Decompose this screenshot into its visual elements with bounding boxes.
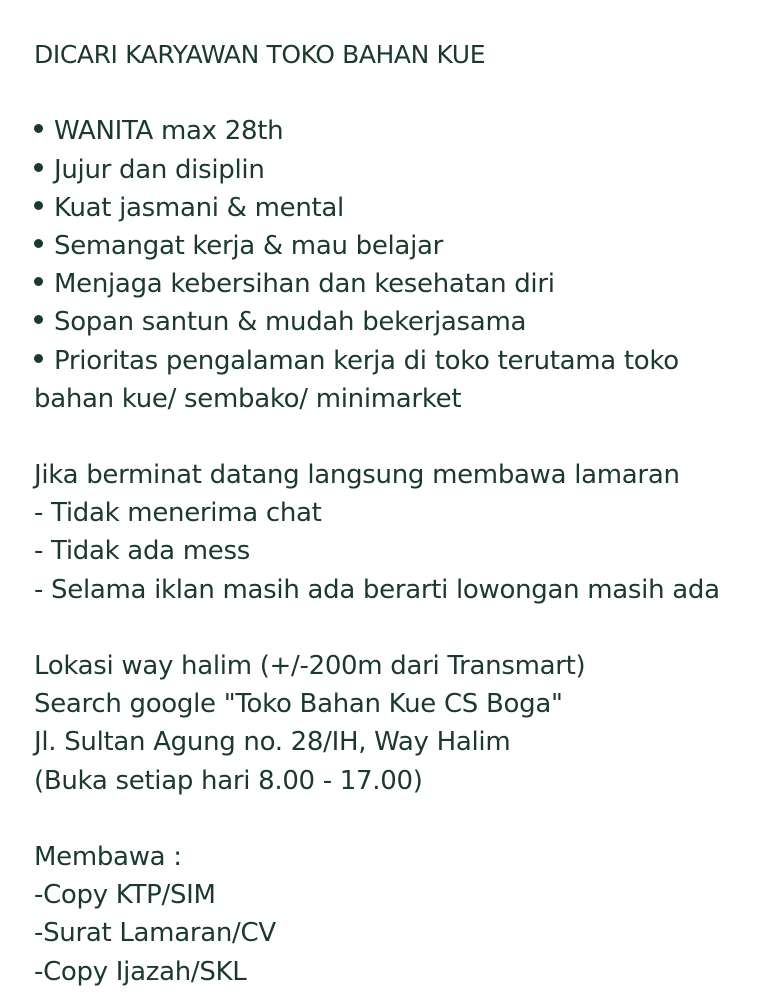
requirement-continuation: bahan kue/ sembako/ minimarket	[34, 383, 462, 414]
spacer	[34, 74, 754, 112]
bring-heading: Membawa :	[34, 841, 182, 872]
bullet-icon	[34, 124, 43, 133]
bring-item: -Copy Ijazah/SKL	[34, 956, 247, 987]
opening-hours: (Buka setiap hari 8.00 - 17.00)	[34, 765, 423, 796]
post-title: DICARI KARYAWAN TOKO BAHAN KUE	[34, 40, 486, 69]
bullet-icon	[34, 315, 43, 324]
location-line: Lokasi way halim (+/-200m dari Transmart)	[34, 651, 586, 681]
apply-note: - Selama iklan masih ada berarti lowongan masih ada	[34, 574, 720, 605]
requirement-item: Prioritas pengalaman kerja di toko terutama toko	[34, 342, 754, 380]
bring-item: -Surat Lamaran/CV	[34, 918, 276, 949]
requirement-item: Jujur dan disiplin	[34, 151, 754, 189]
job-post	[34, 36, 754, 991]
requirements-list	[34, 112, 754, 418]
spacer	[34, 800, 754, 838]
requirement-item: Semangat kerja & mau belajar	[34, 227, 754, 265]
apply-note: - Tidak menerima chat	[34, 498, 322, 529]
spacer	[34, 609, 754, 647]
bullet-icon	[34, 277, 43, 286]
requirement-item: Kuat jasmani & mental	[34, 189, 754, 227]
location-address: Jl. Sultan Agung no. 28/IH, Way Halim	[34, 727, 511, 758]
location-search-hint: Search google "Toko Bahan Kue CS Boga"	[34, 689, 563, 720]
bullet-icon	[34, 354, 43, 363]
bring-section	[34, 838, 754, 991]
bullet-icon	[34, 163, 43, 172]
apply-section	[34, 456, 754, 609]
spacer	[34, 418, 754, 456]
apply-intro: Jika berminat datang langsung membawa lamaran	[34, 460, 680, 491]
bullet-icon	[34, 201, 43, 210]
bullet-icon	[34, 239, 43, 248]
requirement-item: WANITA max 28th	[34, 112, 754, 150]
location-section	[34, 647, 754, 800]
requirement-item: Menjaga kebersihan dan kesehatan diri	[34, 265, 754, 303]
bring-item: -Copy KTP/SIM	[34, 880, 216, 911]
apply-note: - Tidak ada mess	[34, 536, 250, 567]
requirement-item: Sopan santun & mudah bekerjasama	[34, 303, 754, 341]
